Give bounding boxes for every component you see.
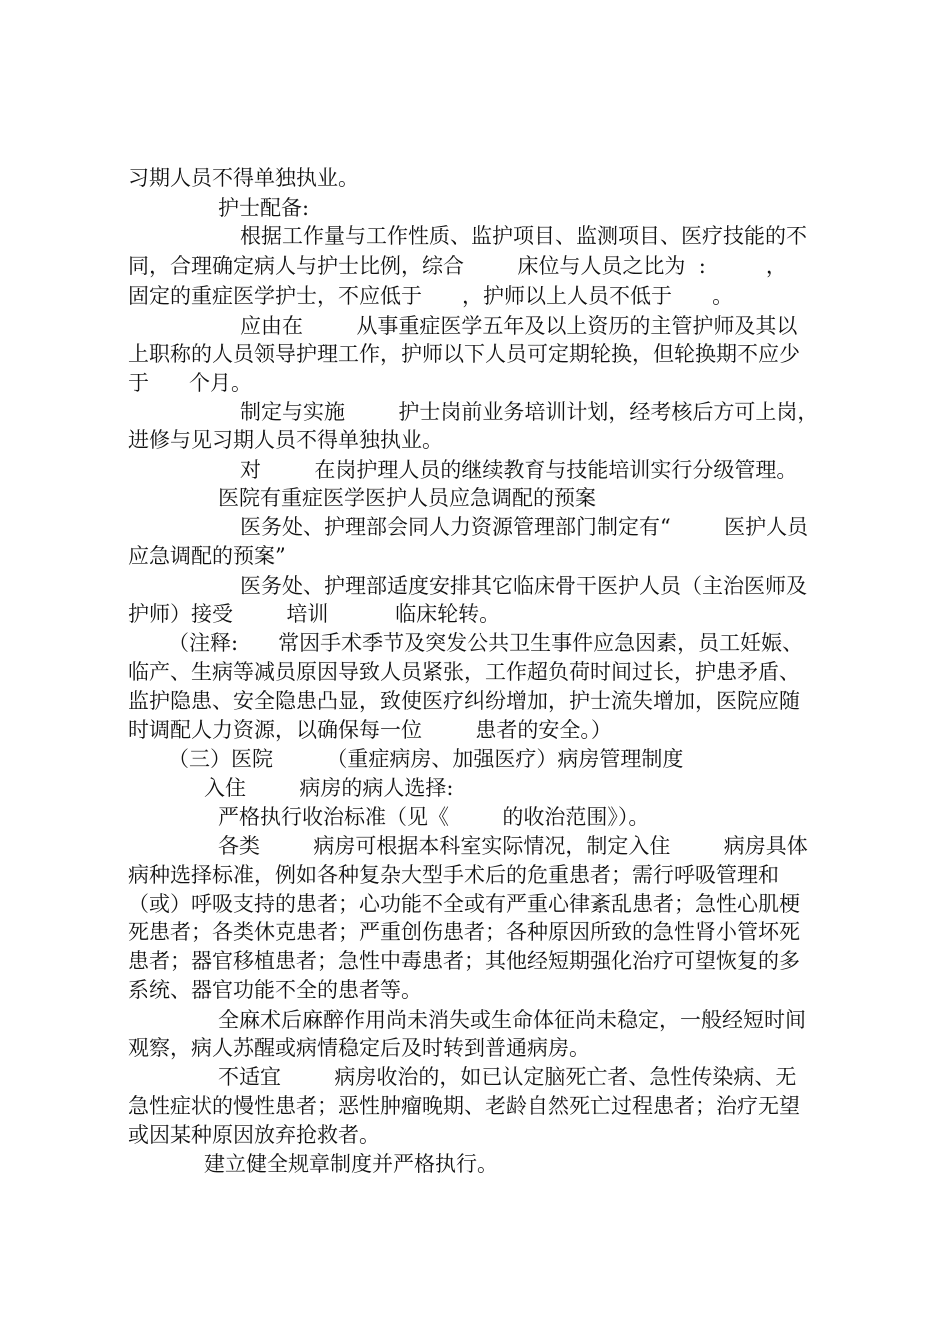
text-line: 应急调配的预案” — [128, 544, 286, 568]
text-line: 根据工作量与工作性质、监护项目、监测项目、医疗技能的不 — [240, 224, 807, 248]
text-line: 于 个月。 — [128, 371, 253, 395]
text-line: 对 在岗护理人员的继续教育与技能培训实行分级管理。 — [240, 458, 798, 482]
text-line: 病种选择标准，例如各种复杂大型手术后的危重患者；需行呼吸管理和 — [128, 863, 779, 887]
text-line: 死患者；各类休克患者；严重创伤患者；各种原因所致的急性肾小管坏死 — [128, 920, 800, 944]
text-line: 急性症状的慢性患者；恶性肿瘤晚期、老龄自然死亡过程患者；治疗无望 — [128, 1094, 800, 1118]
text-line: 严格执行收治标准（见《 的收治范围》）。 — [218, 805, 650, 829]
text-line: 同，合理确定病人与护士比例，综合 床位与人员之比为 : ， — [128, 254, 787, 278]
note-line: 时调配人力资源，以确保每一位 患者的安全。） — [128, 718, 612, 742]
text-line: 不适宜 病房收治的，如已认定脑死亡者、急性传染病、无 — [218, 1065, 797, 1089]
note-line: （注释: 常因手术季节及突发公共卫生事件应急因素，员工妊娠、 — [168, 631, 804, 655]
text-line: 系统、器官功能不全的患者等。 — [128, 978, 422, 1002]
text-line: 应由在 从事重症医学五年及以上资历的主管护师及其以 — [240, 314, 798, 338]
text-line: 固定的重症医学护士，不应低于 ，护师以上人员不低于 。 — [128, 284, 734, 308]
text-line: 制定与实施 护士岗前业务培训计划，经考核后方可上岗， — [240, 400, 819, 424]
section-heading-nurse-staffing: 护士配备: — [218, 196, 310, 220]
text-line: 全麻术后麻醉作用尚未消失或生命体征尚未稳定，一般经短时间 — [218, 1008, 806, 1032]
text-line: 习期人员不得单独执业。 — [128, 166, 359, 190]
text-line: 医务处、护理部适度安排其它临床骨干医护人员（主治医师及 — [240, 574, 807, 598]
text-line: 观察，病人苏醒或病情稳定后及时转到普通病房。 — [128, 1036, 590, 1060]
section-heading-regulations: 建立健全规章制度并严格执行。 — [204, 1152, 498, 1176]
text-line: 上职称的人员领导护理工作，护师以下人员可定期轮换，但轮换期不应少 — [128, 342, 800, 366]
text-line: 各类 病房可根据本科室实际情况，制定入住 病房具体 — [218, 834, 808, 858]
subsection-heading-patient-selection: 入住 病房的病人选择: — [204, 776, 454, 800]
note-line: 临产、生病等减员原因导致人员紧张，工作超负荷时间过长，护患矛盾、 — [128, 660, 800, 684]
text-line: 护师）接受 培训 临床轮转。 — [128, 602, 501, 626]
text-line: 医务处、护理部会同人力资源管理部门制定有“ 医护人员 — [240, 515, 809, 539]
text-line: 或因某种原因放弃抢救者。 — [128, 1123, 380, 1147]
note-line: 监护隐患、安全隐患凸显，致使医疗纠纷增加，护士流失增加，医院应随 — [128, 689, 800, 713]
section-heading-emergency-plan: 医院有重症医学医护人员应急调配的预案 — [218, 486, 596, 510]
text-line: （或）呼吸支持的患者；心功能不全或有严重心律紊乱患者；急性心肌梗 — [128, 892, 800, 916]
text-line: 进修与见习期人员不得单独执业。 — [128, 428, 443, 452]
text-line: 患者；器官移植患者；急性中毒患者；其他经短期强化治疗可望恢复的多 — [128, 949, 800, 973]
section-heading-ward-management: （三）医院 （重症病房、加强医疗）病房管理制度 — [168, 747, 684, 771]
